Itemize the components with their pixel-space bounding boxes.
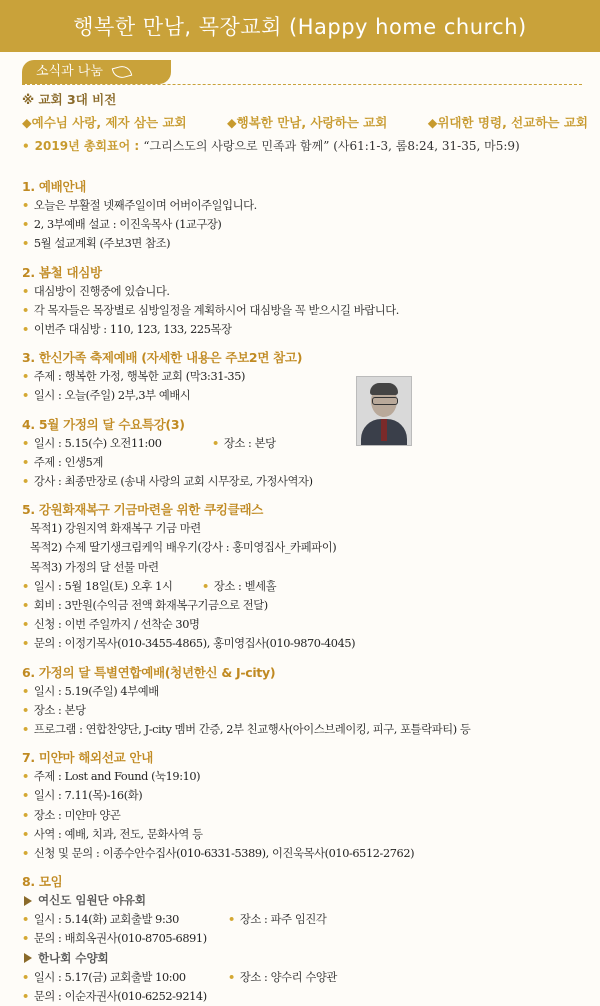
triangle-icon [24, 896, 32, 906]
bullet-icon: • [22, 139, 30, 153]
section-tag [22, 60, 171, 84]
section-mission [22, 748, 588, 863]
bullet-icon: • [202, 578, 209, 593]
section-title: 5. 강원화재복구 기금마련을 위한 쿠킹클래스 [22, 502, 264, 518]
list-item: • 2, 3부예배 설교 : 이진욱목사 (1교구장) [22, 217, 222, 232]
bullet-icon: • [22, 302, 29, 317]
list-item: • 일시 : 5.14(화) 교회출발 9:30 • 장소 : 파주 임진각 [22, 912, 327, 927]
bullet-icon: • [22, 435, 29, 450]
motto [22, 137, 588, 154]
vision-item: ◆위대한 명령, 선교하는 교회 [427, 115, 588, 130]
bullet-icon: • [22, 931, 29, 946]
list-item: • 일시 : 5.19(주일) 4부예배 [22, 683, 159, 698]
page-banner [0, 0, 600, 52]
section-title: 4. 5월 가정의 달 수요특강(3) [22, 416, 185, 432]
group-title: 여신도 임원단 야유회 [22, 891, 588, 910]
list-item: • 신청 : 이번 주일까지 / 선착순 30명 [22, 617, 200, 632]
bullet-icon: • [22, 322, 29, 337]
section-title: 2. 봄철 대심방 [22, 264, 102, 280]
bullet-icon: • [212, 435, 219, 450]
list-item: • 신청 및 문의 : 이종수안수집사(010-6331-5389), 이진욱목사(010-6512-2762) [22, 846, 415, 861]
list-item: • 주제 : 인생5계 [22, 454, 103, 469]
list-item: • 주제 : 행복한 가정, 행복한 교회 (막3:31-35) [22, 369, 246, 384]
section-worship [22, 177, 588, 254]
list-item: • 사역 : 예배, 치과, 전도, 문화사역 등 [22, 826, 203, 841]
list-item: • 일시 : 오늘(주일) 2부,3부 예배시 [22, 388, 191, 403]
motto-text: “그리스도의 사랑으로 민족과 함께” (사61:1-3, 롬8:24, 31-35, 마5:9) [143, 139, 520, 153]
bullet-icon: • [22, 683, 29, 698]
bullet-icon: • [22, 988, 29, 1003]
list-item: • 회비 : 3만원(수익금 전액 화재복구기금으로 전달) [22, 598, 268, 613]
list-item: • 프로그램 : 연합찬양단, J-city 멤버 간증, 2부 친교행사(아이스브레이킹, 피구, 포틀락파티) 등 [22, 722, 471, 737]
list-item: • 각 목자들은 목장별로 심방일정을 계획하시어 대심방을 꼭 받으시길 바랍니다. [22, 302, 399, 317]
content [22, 88, 588, 1006]
divider [22, 84, 582, 85]
triangle-icon [24, 953, 32, 963]
list-item: • 일시 : 7.11(목)-16(화) [22, 788, 143, 803]
speaker-photo [356, 376, 412, 446]
list-item: • 장소 : 본당 [22, 702, 86, 717]
list-item: • 일시 : 5.17(금) 교회출발 10:00 • 장소 : 양수리 수양관 [22, 969, 337, 984]
bullet-icon: • [22, 454, 29, 469]
banner-title: 행복한 만남, 목장교회 (Happy home church) [73, 15, 527, 39]
bullet-icon: • [22, 283, 29, 298]
list-item: • 주제 : Lost and Found (눅19:10) [22, 769, 201, 784]
list-item: 목적2) 수제 딸기생크림케익 배우기(강사 : 홍미영집사_카페파이) [30, 541, 337, 555]
bullet-icon: • [22, 388, 29, 403]
section-visitation [22, 263, 588, 340]
section-tag-label: 소식과 나눔 [36, 64, 103, 79]
bullet-icon: • [22, 722, 29, 737]
bullet-icon: • [22, 826, 29, 841]
section-title: 1. 예배안내 [22, 179, 86, 194]
list-item: • 5월 설교계획 (주보3면 참조) [22, 236, 171, 251]
list-item: 목적3) 가정의 달 선물 마련 [30, 560, 159, 574]
vision-list [22, 113, 588, 131]
bullet-icon: • [22, 617, 29, 632]
list-item: • 이번주 대심방 : 110, 123, 133, 225목장 [22, 322, 232, 337]
list-item: • 장소 : 미얀마 양곤 [22, 807, 121, 822]
section-lecture [22, 415, 588, 492]
section-title: 8. 모임 [22, 874, 63, 890]
bullet-icon: • [228, 912, 235, 927]
section-title: 7. 미얀마 해외선교 안내 [22, 750, 153, 766]
section-festival [22, 348, 588, 405]
section-meetings [22, 872, 588, 1006]
vision-item: ◆행복한 만남, 사랑하는 교회 [227, 115, 388, 130]
bullet-icon: • [22, 369, 29, 384]
leaf-icon [112, 64, 132, 80]
bullet-icon: • [22, 788, 29, 803]
list-item: • 대심방이 진행중에 있습니다. [22, 283, 170, 298]
bullet-icon: • [22, 702, 29, 717]
bullet-icon: • [22, 236, 29, 251]
bullet-icon: • [22, 769, 29, 784]
list-item: • 문의 : 배희옥권사(010-8705-6891) [22, 931, 207, 946]
section-joint-worship [22, 663, 588, 740]
bullet-icon: • [22, 807, 29, 822]
bullet-icon: • [22, 846, 29, 861]
list-item: 목적1) 강원지역 화재복구 기금 마련 [30, 522, 201, 536]
list-item: • 오늘은 부활절 넷째주일이며 어버이주일입니다. [22, 198, 257, 212]
list-item: • 강사 : 최종만장로 (송내 사랑의 교회 시무장로, 가정사역자) [22, 474, 313, 489]
vision-item: ◆예수님 사랑, 제자 삼는 교회 [22, 115, 187, 130]
bullet-icon: • [22, 598, 29, 613]
list-item: • 일시 : 5.15(수) 오전11:00 • 장소 : 본당 [22, 435, 276, 450]
list-item: • 일시 : 5월 18일(토) 오후 1시 • 장소 : 벧세홀 [22, 578, 277, 593]
list-item: • 문의 : 이순자권사(010-6252-9214) [22, 988, 207, 1003]
section-title: 3. 한신가족 축제예배 (자세한 내용은 주보2면 참고) [22, 350, 303, 366]
bullet-icon: • [22, 912, 29, 927]
list-item: • 문의 : 이정기목사(010-3455-4865), 홍미영집사(010-9870-4045) [22, 636, 356, 651]
bullet-icon: • [22, 198, 29, 212]
section-cooking [22, 500, 588, 653]
bullet-icon: • [22, 217, 29, 232]
bullet-icon: • [22, 636, 29, 651]
bullet-icon: • [22, 969, 29, 984]
group-title: 한나회 수양회 [22, 949, 588, 968]
bullet-icon: • [228, 969, 235, 984]
section-title: 6. 가정의 달 특별연합예배(청년한신 & J-city) [22, 664, 276, 680]
bullet-icon: • [22, 578, 29, 593]
motto-label: 2019년 총회표어 : [34, 139, 144, 153]
bullet-icon: • [22, 474, 29, 489]
vision-title: ※ 교회 3대 비전 [22, 92, 117, 107]
